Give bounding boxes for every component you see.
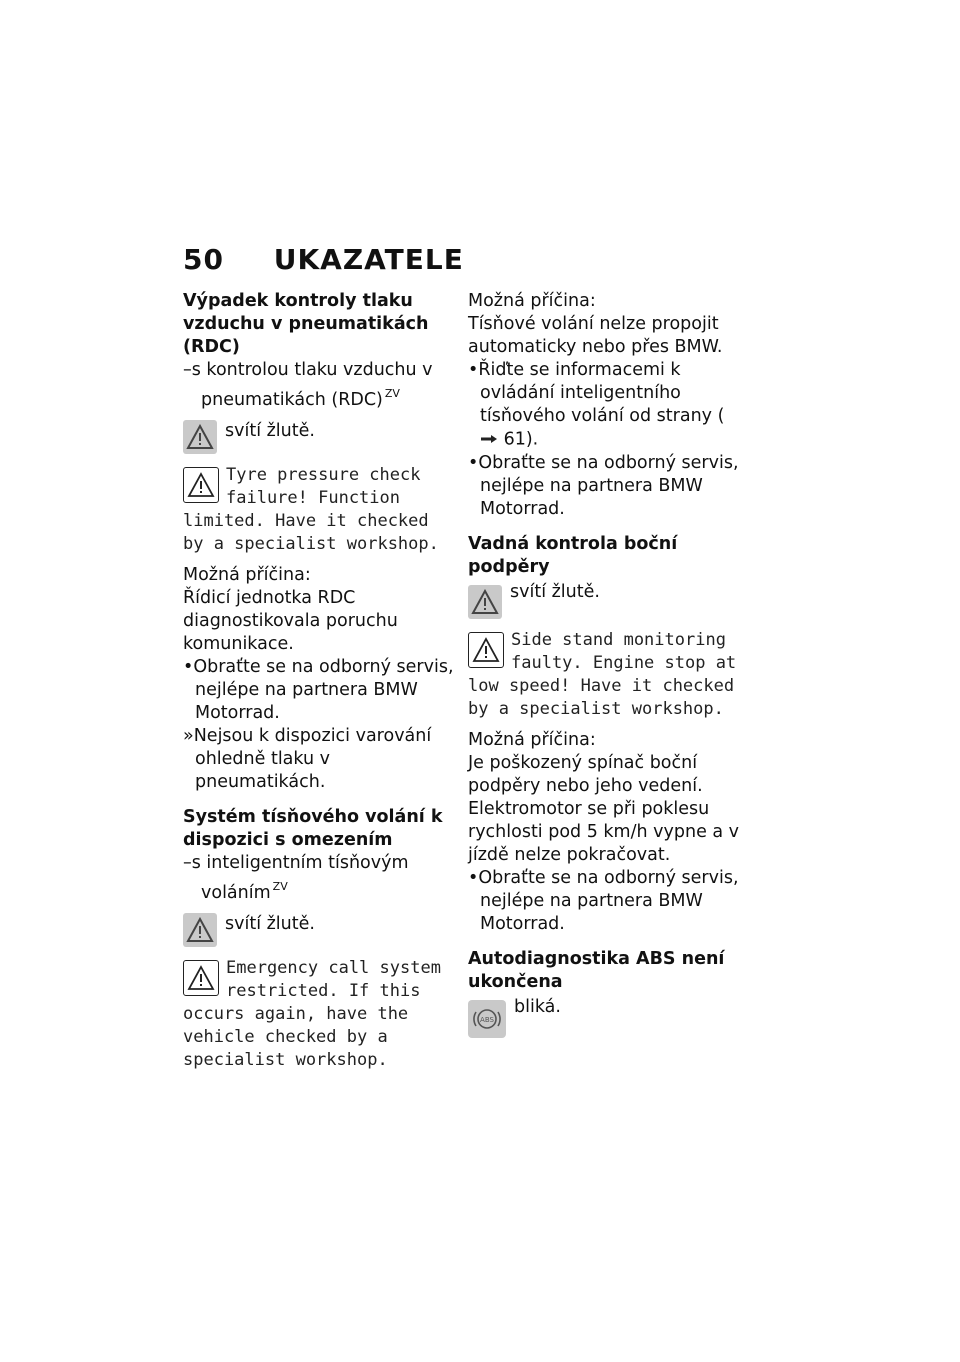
section-side-stand: [468, 533, 740, 936]
cause-text: Řídicí jednotka RDC diagnostikovala poruchu komunikace.: [183, 588, 398, 654]
condition: –s inteligentním tísňovým voláním $^{ZV}$: [183, 853, 409, 903]
lamp-status: svítí žlutě.: [225, 914, 315, 934]
warning-lamp-icon: [468, 585, 502, 619]
action-item: •Obraťte se na odborný servis, nejlépe na partnera BMW Motorrad.: [468, 452, 739, 519]
section-heading: Autodiagnostika ABS není ukončena: [468, 948, 725, 992]
section-ecall: [183, 806, 455, 1072]
warning-triangle-icon: [468, 632, 504, 668]
left-column: [183, 290, 455, 1072]
indicator-row: [468, 581, 740, 619]
page-header: [183, 243, 464, 276]
cause-label: Možná příčina:: [183, 565, 311, 585]
section-heading: Výpadek kontroly tlaku vzduchu v pneumatikách (RDC): [183, 291, 429, 357]
display-message: Emergency call system restricted. If this occurs again, have the vehicle checked by a specialist workshop.: [183, 958, 441, 1070]
page-ref-arrow-icon: [480, 428, 498, 451]
chapter-title: UKAZATELE: [273, 243, 464, 276]
warning-triangle-icon: [183, 467, 219, 503]
cause-text: Tísňové volání nelze propojit automaticky nebo přes BMW.: [468, 314, 723, 357]
indicator-row: [183, 420, 455, 454]
warning-triangle-icon: [183, 960, 219, 996]
abs-lamp-label: ABS: [480, 1015, 494, 1024]
cause-label: Možná příčina:: [468, 291, 596, 311]
cause-label: Možná příčina:: [468, 729, 596, 750]
section-heading: Vadná kontrola boční podpěry: [468, 533, 678, 577]
indicator-row: [468, 996, 740, 1038]
section-abs: [468, 948, 740, 1038]
section-heading: Systém tísňového volání k dispozici s omezením: [183, 807, 443, 850]
indicator-row: [183, 913, 455, 947]
option-marker: ZV: [272, 880, 288, 893]
action-item: •Obraťte se na odborný servis, nejlépe na partnera BMW Motorrad.: [468, 867, 739, 934]
warning-lamp-icon: [183, 913, 217, 947]
page-number: 50: [183, 243, 224, 276]
section-ecall-continued: [468, 290, 740, 521]
result-item: »Nejsou k dispozici varování ohledně tlaku v pneumatikách.: [183, 726, 432, 792]
abs-lamp-icon: [468, 1000, 506, 1038]
action-item: •Obraťte se na odborný servis, nejlépe na partnera BMW Motorrad.: [183, 657, 454, 723]
lamp-status: svítí žlutě.: [510, 581, 600, 602]
option-marker: ZV: [384, 387, 400, 400]
display-message: Tyre pressure check failure! Function limited. Have it checked by a specialist workshop.: [183, 465, 439, 554]
cause-text: Je poškozený spínač boční podpěry nebo jeho vedení. Elektromotor se při poklesu rychlosti pod 5 km/h vypne a v jízdě nelze pokračovat.: [468, 752, 740, 865]
page-ref[interactable]: 61).: [503, 429, 539, 450]
section-rdc: [183, 290, 455, 794]
action-item: •Řiďte se informacemi k ovládání inteligentního tísňového volání od strany ( 61).: [468, 360, 725, 450]
right-column: [468, 290, 740, 1038]
condition: –s kontrolou tlaku vzduchu v pneumatikách (RDC) $^{ZV}$: [183, 360, 433, 410]
lamp-status: bliká.: [514, 996, 561, 1017]
display-message: Side stand monitoring faulty. Engine stop at low speed! Have it checked by a specialist workshop.: [468, 629, 737, 719]
lamp-status: svítí žlutě.: [225, 421, 315, 441]
warning-lamp-icon: [183, 420, 217, 454]
